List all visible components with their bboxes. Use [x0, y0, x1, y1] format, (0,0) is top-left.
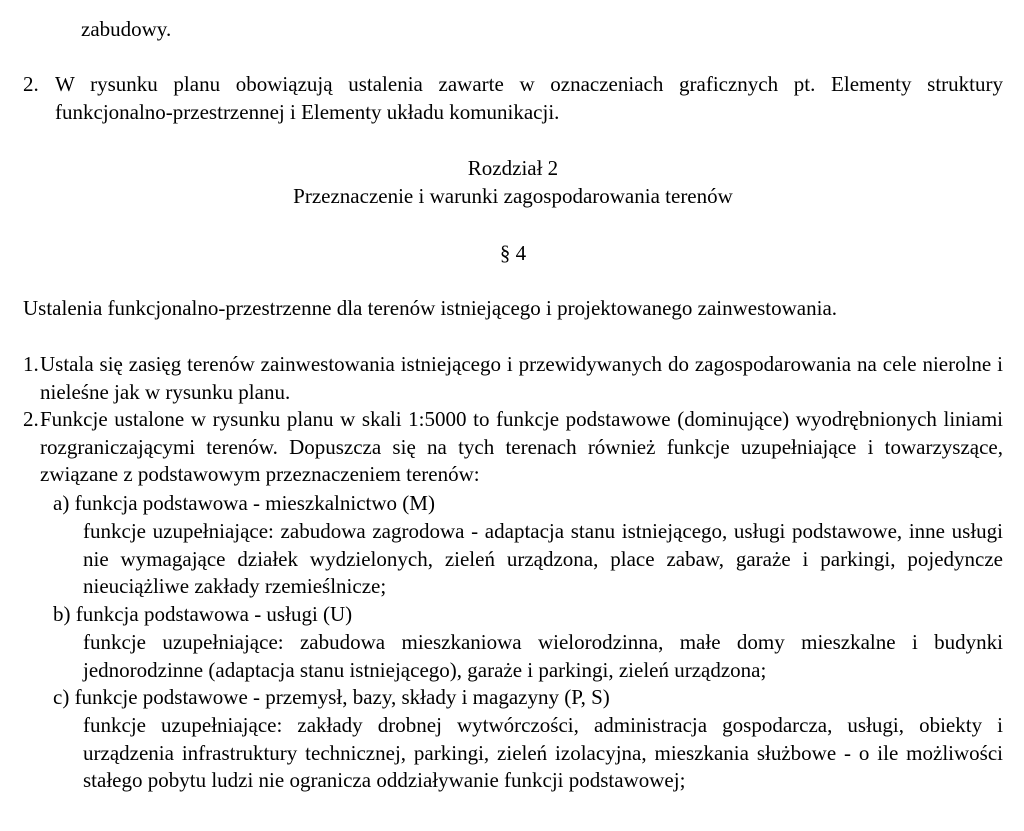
point-2-body: Funkcje ustalone w rysunku planu w skali 1:5000 to funkcje podstawowe (dominujące) wyodrębnionych liniami rozgraniczającymi terenów. Dopuszcza się na tych terenach również funkcje uzupełniające i towarzyszące, związane z podstawowym przeznaczeniem terenów: [40, 407, 1003, 486]
subitem-c-heading: c) funkcje podstawowe - przemysł, bazy, składy i magazyny (P, S) [53, 685, 610, 709]
subitem-c-text: funkcje uzupełniające: zakłady drobnej wytwórczości, administracja gospodarcza, usługi, obiekty i urządzenia infrastruktury technicznej, parkingi, zieleń izolacyjna, mieszkania służbowe - o ile możliwości stałego pobytu ludzi nie ogranicza oddziaływanie funkcji podstawowej; [83, 713, 1003, 792]
point-2-number: 2. [23, 407, 39, 431]
point-1-number: 1. [23, 352, 39, 376]
para-2-text: W rysunku planu obowiązują ustalenia zawarte w oznaczeniach graficznych pt. Elementy struktury funkcjonalno-przestrzennej i Elementy układu komunikacji. [55, 72, 1003, 124]
point-1-text [40, 351, 1003, 406]
subitem-b-text: funkcje uzupełniające: zabudowa mieszkaniowa wielorodzinna, małe domy mieszkalne i budynki jednorodzinne (adaptacja stanu istniejącego), garaże i parkingi, zieleń urządzona; [83, 630, 1003, 682]
para-2-number: 2. [23, 72, 39, 96]
subitem-a-text: funkcje uzupełniające: zabudowa zagrodowa - adaptacja stanu istniejącego, usługi podstawowe, inne usługi nie wymagające działek wydzielonych, zieleń urządzona, place zabaw, garaże i parkingi, pojedyncze nieuciążliwe zakłady rzemieślnicze; [83, 519, 1003, 598]
chapter-title: Rozdział 2 [467, 156, 559, 180]
subitem-a-heading: a) funkcja podstawowa - mieszkalnictwo (M) [53, 491, 435, 515]
point-2-text [40, 406, 1003, 489]
point-1-body: Ustala się zasięg terenów zainwestowania istniejącego i przewidywanych do zagospodarowania na cele nierolne i nieleśne jak w rysunku planu. [40, 352, 1003, 404]
continuation-text: zabudowy. [81, 17, 172, 41]
chapter-subtitle: Przeznaczenie i warunki zagospodarowania terenów [293, 184, 733, 208]
section-symbol: § 4 [499, 241, 527, 265]
subitem-b-heading: b) funkcja podstawowa - usługi (U) [53, 602, 353, 626]
intro-text: Ustalenia funkcjonalno-przestrzenne dla terenów istniejącego i projektowanego zainwestowania. [23, 296, 838, 320]
